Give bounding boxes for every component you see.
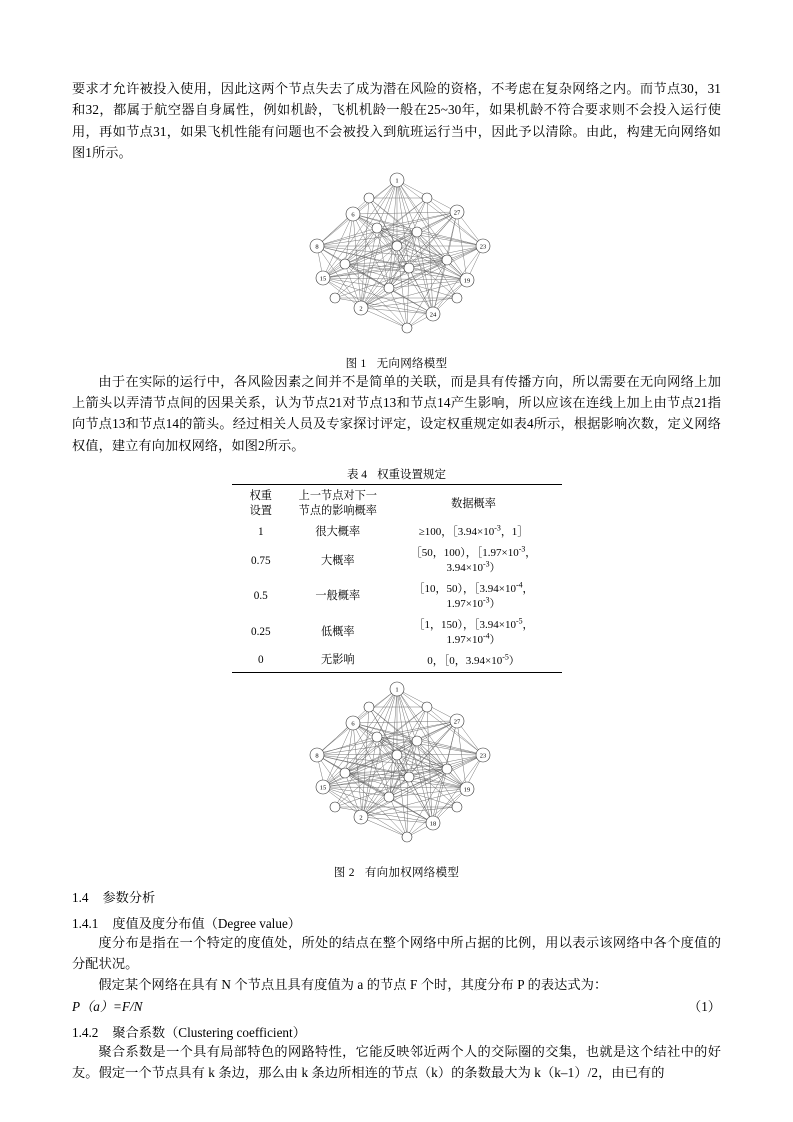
- table-row: [232, 579, 562, 615]
- section-1-4-1: [72, 913, 721, 932]
- paragraph-5: 聚合系数是一个具有局部特色的网路特性，它能反映邻近两个人的交际圈的交集，也就是这个结社中的好友。假定一个节点具有 k 条边，那么由 k 条边所相连的节点（k）的条数最大为 k（k–1）/2，由已有的: [72, 1043, 721, 1080]
- section-1-4: [72, 887, 721, 906]
- data-text-b: ，: [522, 618, 534, 631]
- formula-1-line: [72, 996, 721, 1015]
- table-4-wrap: [232, 466, 562, 673]
- data-text-a: ［50，100），［1.97×10: [410, 547, 519, 560]
- figure-1-title: 无向网络模型: [376, 357, 448, 370]
- section-1-4-number: 1.4: [72, 889, 89, 905]
- cell-data: [386, 579, 562, 615]
- cell-prob: 很大概率: [315, 526, 361, 539]
- figure-2-caption: [72, 864, 721, 880]
- svg-text:27: 27: [453, 717, 460, 725]
- svg-text:6: 6: [350, 719, 355, 727]
- cell-weight: 0.25: [250, 625, 271, 638]
- data-text-a: ≥100，［3.94×10: [418, 526, 495, 539]
- undirected-network-graph: [257, 168, 537, 353]
- cell-data: [386, 615, 562, 651]
- cell-weight: 0.75: [250, 554, 271, 567]
- table-row: [232, 615, 562, 651]
- data-text-d: ）: [489, 597, 501, 610]
- svg-text:24: 24: [429, 310, 436, 318]
- data-text-d: ）: [489, 633, 501, 646]
- table-row: [232, 543, 562, 579]
- cell-weight: 0.5: [253, 590, 268, 603]
- paragraph-3: 度分布是指在一个特定的度值处，所处的结点在整个网络中所占据的比例，用以表示该网络中各个度值的分配状况。: [72, 934, 721, 971]
- header-weight-line1: 权重: [249, 490, 272, 502]
- svg-text:15: 15: [319, 274, 326, 282]
- paragraph-1: 要求才允许被投入使用，因此这两个节点失去了成为潜在风险的资格，不考虑在复杂网络之内。而节点30，31和32，都属于航空器自身属性，例如机龄，飞机机龄一般在25~30年，如果机龄不符合要求则不会投入运行使用，再如节点31，如果飞机性能有问题也不会被投入到航班运行当中，因此予以清除。由此，构建无向网络如图1所示。: [72, 81, 721, 161]
- header-influence-line2: 节点的影响概率: [298, 505, 377, 518]
- svg-text:23: 23: [479, 751, 486, 759]
- table-4-title: 权重设置规定: [377, 469, 447, 481]
- table-4-label: 表 4: [346, 469, 368, 481]
- data-text-b: ，1］: [500, 526, 529, 539]
- header-influence-prob: [290, 485, 386, 523]
- data-sup-b: -3: [482, 595, 490, 605]
- section-1-4-1-number: 1.4.1: [72, 915, 99, 931]
- data-sup-b: -3: [482, 559, 490, 569]
- data-text-c: 1.97×10: [446, 597, 483, 610]
- cell-weight: 0: [232, 650, 291, 672]
- directed-weighted-network-graph: [257, 677, 537, 862]
- svg-text:15: 15: [319, 783, 326, 791]
- svg-text:1: 1: [394, 685, 399, 693]
- header-influence-line1: 上一节点对下一: [298, 490, 377, 502]
- svg-text:1: 1: [394, 176, 399, 184]
- cell-prob: 一般概率: [315, 590, 361, 603]
- cell-data: [386, 522, 562, 543]
- table-row: [232, 522, 562, 543]
- data-text-c: 3.94×10: [446, 562, 483, 575]
- data-text-c: 1.97×10: [446, 633, 483, 646]
- header-weight-line2: 设置: [249, 505, 272, 518]
- paragraph-4: 假定某个网络在具有 N 个节点且具有度值为 a 的节点 F 个时，其度分布 P 的表达式为：: [98, 977, 608, 993]
- cell-weight: 1: [257, 526, 264, 539]
- paragraph-2: 由于在实际的运行中，各风险因素之间并不是简单的关联，而是具有传播方向，所以需要在无向网络上加上箭头以弄清节点间的因果关系，认为节点21对节点13和节点14产生影响，所以应该在连线上加上由节点21指向节点13和节点14的箭头。经过相关人员及专家探讨评定，设定权重规定如表4所示，根据影响次数，定义网络权值，建立有向加权网络，如图2所示。: [72, 373, 721, 453]
- svg-text:8: 8: [314, 242, 319, 250]
- figure-1-block: [72, 168, 721, 371]
- figure-2-label: 图 2: [333, 866, 355, 879]
- header-weight-setting: [232, 485, 291, 523]
- formula-1-text: P（a）=F/N: [72, 998, 143, 1014]
- data-text-d: ）: [489, 562, 501, 575]
- data-text-b: ）: [508, 654, 520, 667]
- cell-data: [386, 543, 562, 579]
- svg-text:18: 18: [429, 819, 436, 827]
- svg-text:2: 2: [358, 304, 363, 312]
- svg-text:2: 2: [358, 813, 363, 821]
- table-4-caption: [232, 466, 562, 482]
- cell-prob: 大概率: [321, 554, 355, 567]
- data-text-b: ，: [525, 547, 537, 560]
- data-sup-a: -5: [502, 651, 509, 661]
- formula-1-number: （1）: [688, 998, 721, 1014]
- data-text-a: ［1，150），［3.94×10: [413, 618, 516, 631]
- cell-data: [386, 650, 562, 672]
- svg-text:23: 23: [479, 242, 486, 250]
- data-text-a: 0，［0，3.94×10: [427, 654, 503, 667]
- figure-1-label: 图 1: [345, 357, 367, 370]
- svg-text:8: 8: [314, 751, 319, 759]
- section-1-4-2-number: 1.4.2: [72, 1024, 99, 1040]
- data-sup-a: -5: [515, 616, 523, 626]
- svg-text:19: 19: [463, 785, 470, 793]
- figure-1-caption: [72, 355, 721, 371]
- data-sup-b: -4: [482, 630, 490, 640]
- table-row: [232, 650, 562, 672]
- header-data-prob: 数据概率: [386, 485, 562, 523]
- svg-text:6: 6: [350, 210, 355, 218]
- section-1-4-title: 参数分析: [102, 889, 156, 905]
- data-text-b: ，: [522, 583, 534, 596]
- data-sup-a: -4: [515, 580, 523, 590]
- svg-text:27: 27: [453, 208, 460, 216]
- cell-prob: 低概率: [321, 625, 355, 638]
- section-1-4-2: [72, 1022, 721, 1041]
- figure-2-title: 有向加权网络模型: [364, 866, 460, 879]
- data-text-a: ［10，50），［3.94×10: [413, 583, 516, 596]
- data-sup-a: -3: [518, 544, 526, 554]
- cell-prob: 无影响: [290, 650, 386, 672]
- svg-text:19: 19: [463, 276, 470, 284]
- figure-2-block: [72, 677, 721, 880]
- data-sup-a: -3: [494, 523, 501, 533]
- section-1-4-1-title: 度值及度分布值（Degree value）: [112, 915, 301, 931]
- weight-settings-table: [232, 484, 562, 673]
- section-1-4-2-title: 聚合系数（Clustering coefficient）: [112, 1024, 306, 1040]
